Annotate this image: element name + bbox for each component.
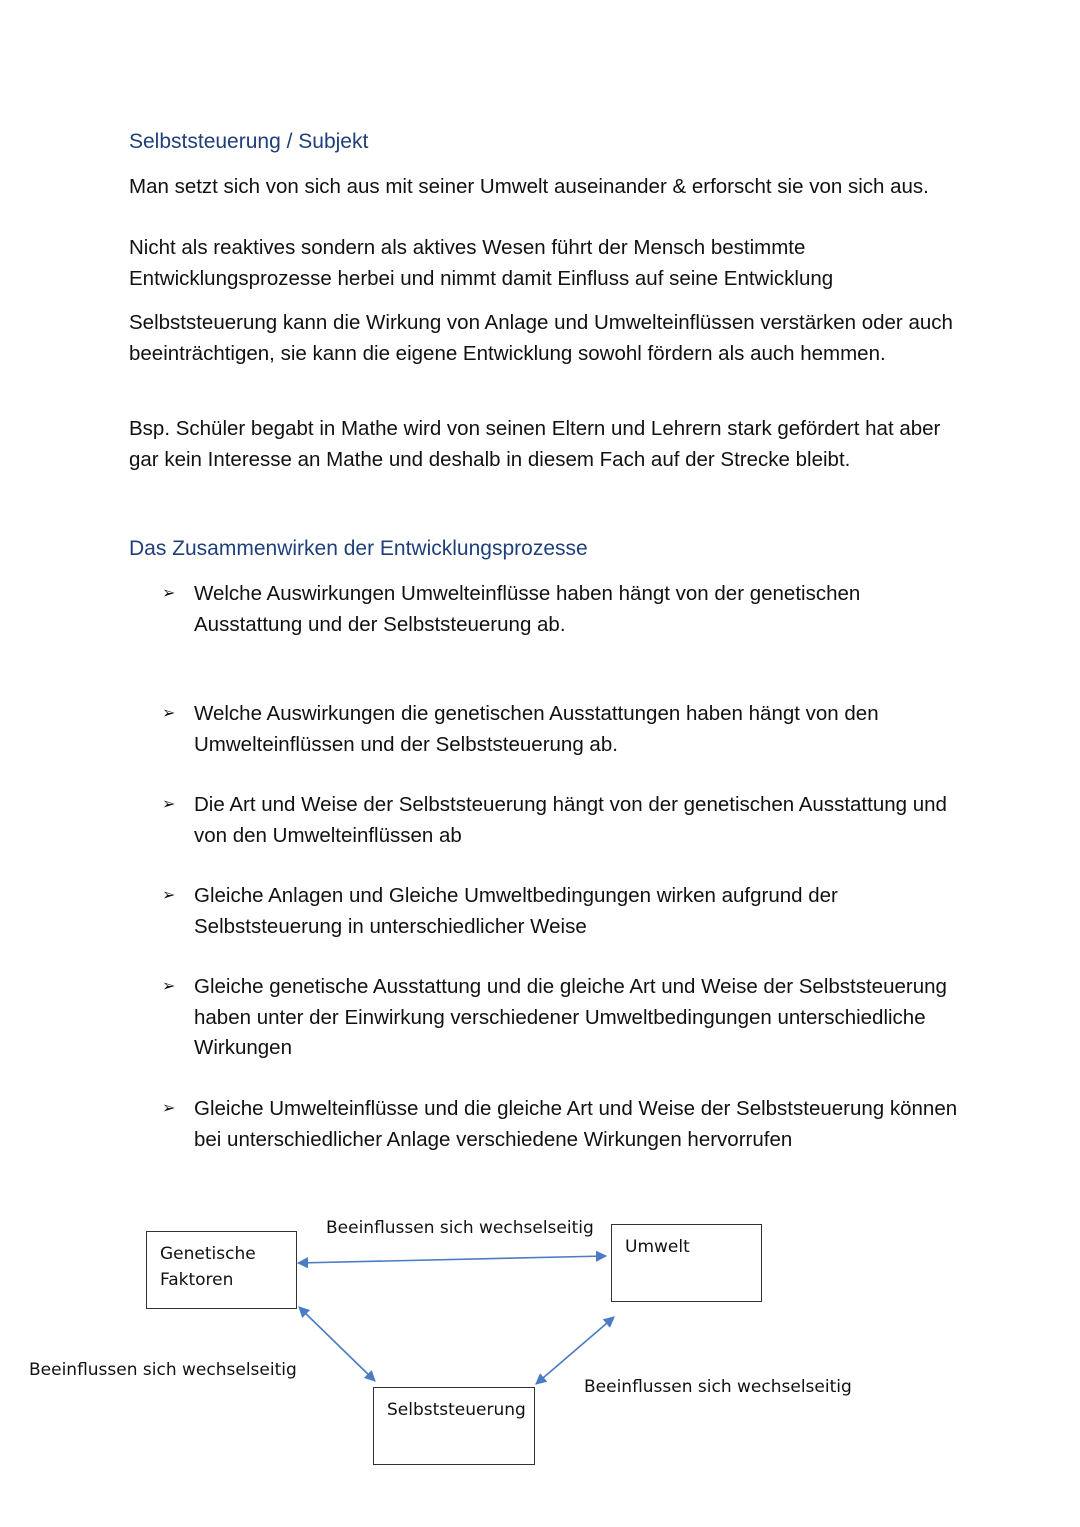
node-environment-label: Umwelt	[625, 1237, 690, 1257]
bullet-text: Welche Auswirkungen die genetischen Ausstattungen haben hängt von den Umwelteinflüssen und der Selbststeuerung ab.	[194, 702, 879, 756]
node-genetic-label	[160, 1241, 256, 1293]
paragraph-active-being: Nicht als reaktives sondern als aktives Wesen führt der Mensch bestimmte Entwicklungsprozesse herbei und nimmt damit Einfluss auf seine Entwicklung	[129, 236, 834, 290]
node-genetic-factors	[146, 1231, 297, 1309]
arrow-bullet-icon: ➢	[162, 585, 176, 602]
arrow-bullet-icon: ➢	[162, 796, 176, 813]
arrow-bullet-icon: ➢	[162, 705, 176, 722]
bullet-text: Welche Auswirkungen Umwelteinflüsse haben hängt von der genetischen Ausstattung und der Selbststeuerung ab.	[194, 582, 861, 636]
arrow-bullet-icon: ➢	[162, 978, 176, 995]
section-heading-zusammenwirken: Das Zusammenwirken der Entwicklungsprozesse	[129, 537, 588, 560]
edge-label-left: Beeinflussen sich wechselseitig	[29, 1360, 297, 1380]
node-environment	[611, 1224, 762, 1302]
edge-label-right: Beeinflussen sich wechselseitig	[584, 1377, 852, 1397]
node-self-label: Selbststeuerung	[387, 1400, 526, 1420]
node-genetic-label-line2: Faktoren	[160, 1270, 234, 1290]
arrow-genetic-self	[299, 1307, 375, 1381]
bullet-text: Gleiche Umwelteinflüsse und die gleiche Art und Weise der Selbststeuerung können bei unterschiedlicher Anlage verschiedene Wirkungen hervorrufen	[194, 1097, 958, 1151]
arrow-genetic-environment	[298, 1256, 606, 1263]
node-self-regulation	[373, 1387, 535, 1465]
paragraph-definition: Man setzt sich von sich aus mit seiner Umwelt auseinander & erforscht sie von sich aus.	[129, 175, 929, 198]
arrow-bullet-icon: ➢	[162, 887, 176, 904]
section-heading-selbststeuerung: Selbststeuerung / Subjekt	[129, 130, 369, 153]
paragraph-example: Bsp. Schüler begabt in Mathe wird von seinen Eltern und Lehrern stark gefördert hat aber gar kein Interesse an Mathe und deshalb in diesem Fach auf der Strecke bleibt.	[129, 417, 941, 471]
edge-label-top: Beeinflussen sich wechselseitig	[326, 1218, 594, 1238]
arrow-self-environment	[536, 1317, 614, 1384]
paragraph-effect: Selbststeuerung kann die Wirkung von Anlage und Umwelteinflüssen verstärken oder auch beeinträchtigen, sie kann die eigene Entwicklung sowohl fördern als auch hemmen.	[129, 311, 953, 365]
arrow-bullet-icon: ➢	[162, 1100, 176, 1117]
bullet-text: Gleiche genetische Ausstattung und die gleiche Art und Weise der Selbststeuerung haben unter der Einwirkung verschiedener Umweltbedingungen unterschiedliche Wirkungen	[194, 975, 947, 1059]
node-genetic-label-line1: Genetische	[160, 1244, 256, 1264]
bullet-text: Gleiche Anlagen und Gleiche Umweltbedingungen wirken aufgrund der Selbststeuerung in unterschiedlicher Weise	[194, 884, 838, 938]
bullet-text: Die Art und Weise der Selbststeuerung hängt von der genetischen Ausstattung und von den Umwelteinflüssen ab	[194, 793, 947, 847]
